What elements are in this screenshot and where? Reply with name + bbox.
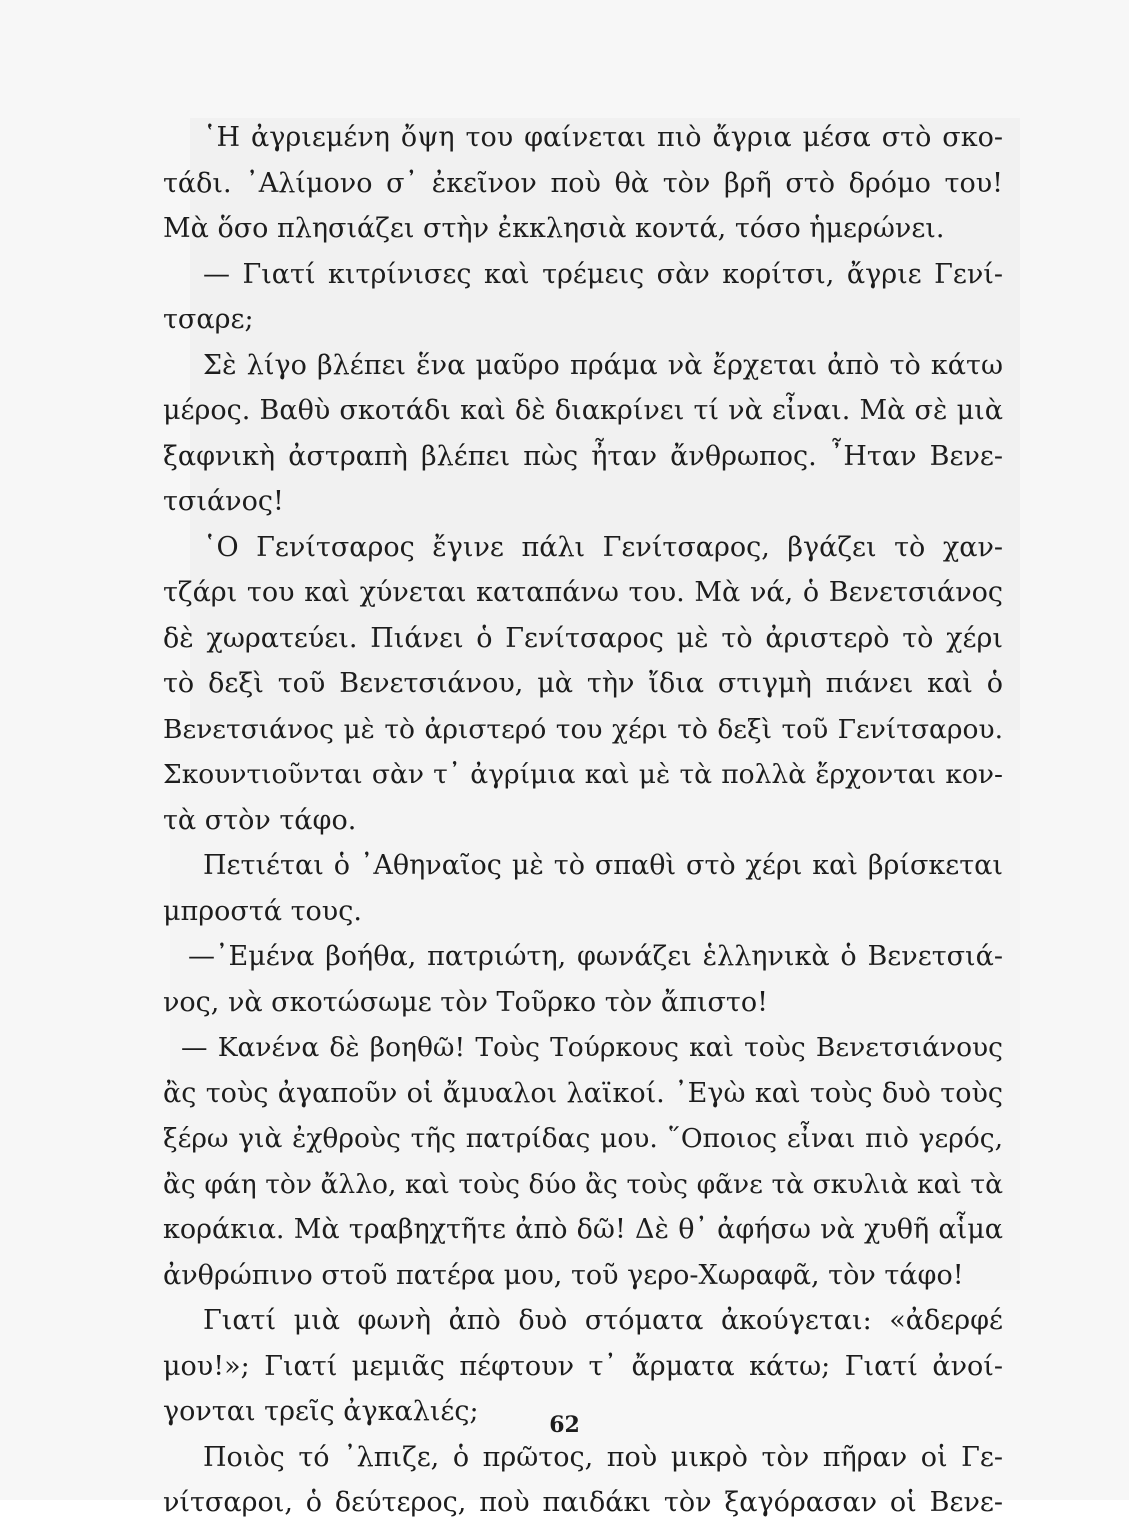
text-line: νίτσαροι, ὁ δεύτερος, ποὺ παιδάκι τὸν ξαγόρασαν οἱ Βενε- <box>163 1487 1003 1518</box>
text-line: τσιάνος! <box>163 486 284 517</box>
text-line: τὰ στὸν τάφο. <box>163 804 357 836</box>
text-line: — Κανένα δὲ βοηθῶ! Τοὺς Τούρκους καὶ τοὺς Βενετσιάνους <box>181 1032 1003 1063</box>
text-line: ῾Η ἀγριεμένη ὄψη του φαίνεται πιὸ ἄγρια μέσα στὸ σκο- <box>203 122 1003 153</box>
text-line: ἂς φάη τὸν ἄλλο, καὶ τοὺς δύο ἂς τοὺς φᾶνε τὰ σκυλιὰ καὶ τὰ <box>163 1168 1003 1200</box>
text-line: μέρος. Βαθὺ σκοτάδι καὶ δὲ διακρίνει τί νὰ εἶναι. Μὰ σὲ μιὰ <box>163 395 1003 426</box>
body-text <box>163 115 1003 1526</box>
text-line: Μὰ ὅσο πλησιάζει στὴν ἐκκλησιὰ κοντά, τόσο ἡμερώνει. <box>163 213 945 244</box>
text-line: ξέρω γιὰ ἐχθροὺς τῆς πατρίδας μου. ῞Οποιος εἶναι πιὸ γερός, <box>163 1123 1003 1154</box>
text-line: Σκουντιοῦνται σὰν τ᾿ ἀγρίμια καὶ μὲ τὰ πολλὰ ἔρχονται κον- <box>163 759 1003 790</box>
text-line: Γιατί μιὰ φωνὴ ἀπὸ δυὸ στόματα ἀκούγεται: «ἀδερφέ <box>203 1305 1003 1336</box>
text-line: μου!»; Γιατί μεμιᾶς πέφτουν τ᾿ ἄρματα κάτω; Γιατί ἀνοί- <box>163 1350 1003 1382</box>
text-line: νος, νὰ σκοτώσωμε τὸν Τοῦρκο τὸν ἄπιστο! <box>163 986 768 1018</box>
text-line: γονται τρεῖς ἀγκαλιές; <box>163 1396 479 1427</box>
text-line: —᾿Εμένα βοήθα, πατριώτη, φωνάζει ἑλληνικὰ ὁ Βενετσιά- <box>188 941 1003 972</box>
text-line: Ποιὸς τό ᾿λπιζε, ὁ πρῶτος, ποὺ μικρὸ τὸν πῆραν οἱ Γε- <box>203 1441 1003 1473</box>
text-line: Σὲ λίγο βλέπει ἕνα μαῦρο πράμα νὰ ἔρχεται ἀπὸ τὸ κάτω <box>203 349 1003 381</box>
text-line: ξαφνικὴ ἀστραπὴ βλέπει πὼς ἦταν ἄνθρωπος. ῏Ηταν Βενε- <box>163 440 1003 472</box>
text-line: — Γιατί κιτρίνισες καὶ τρέμεις σὰν κορίτσι, ἄγριε Γενί- <box>203 258 1003 290</box>
text-line: μπροστά τους. <box>163 895 362 927</box>
text-line: ἀνθρώπινο στοῦ πατέρα μου, τοῦ γερο-Χωραφᾶ, τὸν τάφο! <box>163 1259 964 1291</box>
text-line: Βενετσιάνος μὲ τὸ ἀριστερό του χέρι τὸ δεξὶ τοῦ Γενίτσαρου. <box>163 713 1003 745</box>
text-line: δὲ χωρατεύει. Πιάνει ὁ Γενίτσαρος μὲ τὸ ἀριστερὸ τὸ χέρι <box>163 622 1003 654</box>
text-line: κοράκια. Μὰ τραβηχτῆτε ἀπὸ δῶ! Δὲ θ᾿ ἀφήσω νὰ χυθῆ αἷμα <box>163 1214 1003 1245</box>
page-number: 62 <box>549 1412 580 1438</box>
text-line: τάδι. ᾿Αλίμονο σ᾿ ἐκεῖνον ποὺ θὰ τὸν βρῆ στὸ δρόμο του! <box>163 167 1003 199</box>
text-line: τὸ δεξὶ τοῦ Βενετσιάνου, μὰ τὴν ἴδια στιγμὴ πιάνει καὶ ὁ <box>163 668 1003 699</box>
text-line: ἂς τοὺς ἀγαποῦν οἱ ἄμυαλοι λαϊκοί. ᾿Εγὼ καὶ τοὺς δυὸ τοὺς <box>163 1077 1003 1109</box>
text-line: Πετιέται ὁ ᾿Αθηναῖος μὲ τὸ σπαθὶ στὸ χέρι καὶ βρίσκεται <box>203 850 1003 881</box>
text-line: τζάρι του καὶ χύνεται καταπάνω του. Μὰ νά, ὁ Βενετσιάνος <box>163 577 1003 608</box>
text-line: τσαρε; <box>163 304 254 335</box>
text-line: ῾Ο Γενίτσαρος ἔγινε πάλι Γενίτσαρος, βγάζει τὸ χαν- <box>203 531 1003 563</box>
